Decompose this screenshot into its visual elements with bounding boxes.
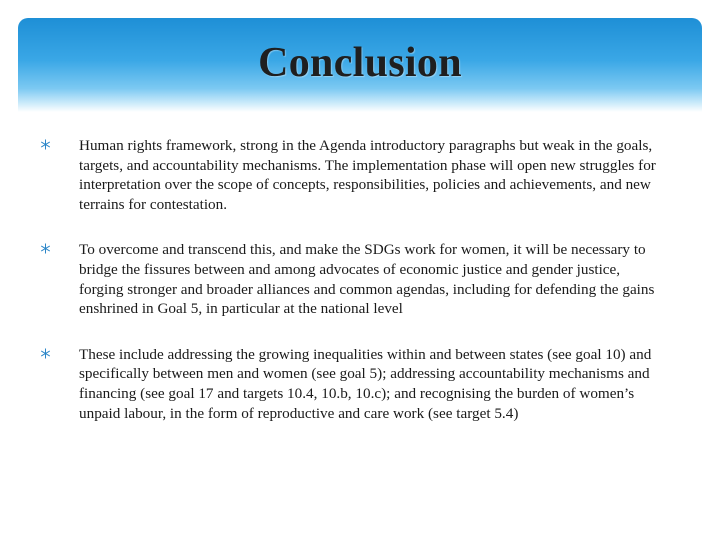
slide-title: Conclusion <box>258 40 462 86</box>
asterisk-icon <box>40 243 51 254</box>
bullet-item <box>38 345 674 423</box>
bullet-text: Human rights framework, strong in the Agenda introductory paragraphs but weak in the goals, targets, and accountability mechanisms. The implementation phase will open new struggles for interpretation over the scope of concepts, responsibilities, policies and achievements, and new terrains for contestation. <box>79 137 656 213</box>
bullet-item <box>38 136 674 214</box>
bullet-item <box>38 240 674 318</box>
bullet-text: To overcome and transcend this, and make the SDGs work for women, it will be necessary to bridge the fissures between and among advocates of economic justice and gender justice, forging stronger and broader alliances and common agendas, including for defending the gains enshrined in Goal 5, in particular at the national level <box>79 241 655 318</box>
bullet-list <box>38 136 674 449</box>
asterisk-icon <box>40 348 51 359</box>
asterisk-icon <box>40 139 51 150</box>
bullet-text: These include addressing the growing inequalities within and between states (see goal 10) and specifically between men and women (see goal 5); addressing accountability mechanisms and financing (see goal 17 and targets 10.4, 10.b, 10.c); and recognising the burden of women’s unpaid labour, in the form of reproductive and care work (see target 5.4) <box>79 345 652 422</box>
